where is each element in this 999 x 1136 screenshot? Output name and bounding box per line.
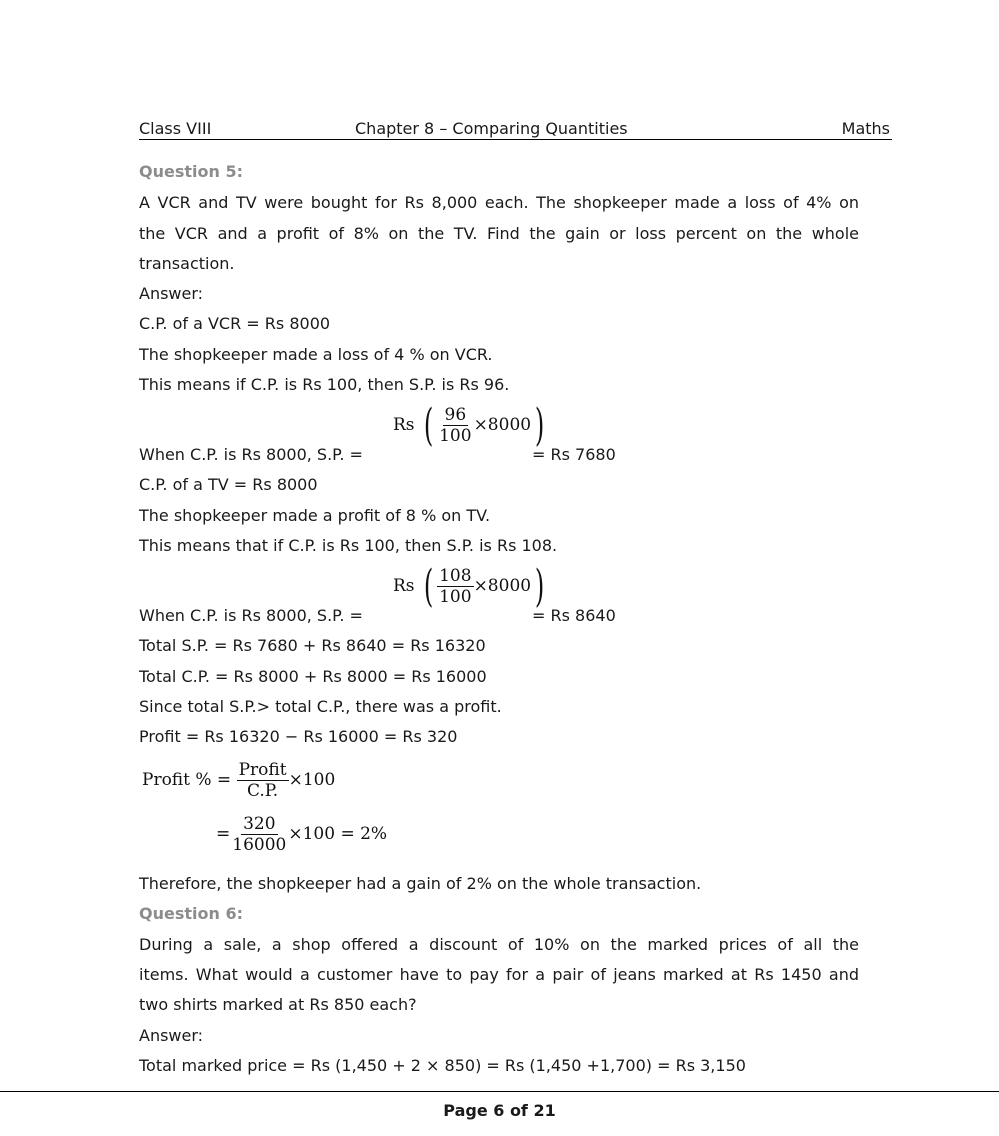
solution-line: C.P. of a VCR = Rs 8000 xyxy=(139,314,331,333)
question-5-label: Question 5: xyxy=(139,162,243,181)
answer-label: Answer: xyxy=(139,1026,204,1045)
question-6-label: Question 6: xyxy=(139,904,243,923)
question-5-text-line: the VCR and a profit of 8% on the TV. Find the gain or loss percent on the whole xyxy=(139,224,859,243)
solution-result: = Rs 7680 xyxy=(532,445,616,464)
profit-percent-calculation: = $\frac{320}{16000}$ ×100 = 2% xyxy=(216,814,388,855)
solution-line: The shopkeeper made a loss of 4 % on VCR. xyxy=(139,345,493,364)
page-header xyxy=(139,119,892,140)
fraction: $\frac{\text{Profit}}{C.P.}$ xyxy=(238,760,287,801)
solution-line: C.P. of a TV = Rs 8000 xyxy=(139,475,318,494)
solution-line: Since total S.P.> total C.P., there was a profit. xyxy=(139,697,502,716)
header-class: Class VIII xyxy=(139,119,212,138)
tv-sp-equation: Rs ( $\frac{108}{100}$ ×8000) xyxy=(393,560,545,612)
question-6-text-line: items. What would a customer have to pay for a pair of jeans marked at Rs 1450 and xyxy=(139,965,859,984)
solution-line: When C.P. is Rs 8000, S.P. = xyxy=(139,445,363,464)
solution-line: This means that if C.P. is Rs 100, then S.P. is Rs 108. xyxy=(139,536,558,555)
header-chapter: Chapter 8 – Comparing Quantities xyxy=(355,119,628,138)
question-6-text-line: two shirts marked at Rs 850 each? xyxy=(139,995,417,1014)
fraction: $\frac{108}{100}$ xyxy=(439,566,472,607)
footer-divider xyxy=(0,1091,999,1092)
conclusion-line: Therefore, the shopkeeper had a gain of 2% on the whole transaction. xyxy=(139,874,702,893)
page-number: Page 6 of 21 xyxy=(443,1101,556,1120)
question-5-text-line: transaction. xyxy=(139,254,235,273)
solution-line: Total C.P. = Rs 8000 + Rs 8000 = Rs 16000 xyxy=(139,667,487,686)
solution-line: When C.P. is Rs 8000, S.P. = xyxy=(139,606,363,625)
header-subject: Maths xyxy=(841,119,890,138)
solution-line: Total S.P. = Rs 7680 + Rs 8640 = Rs 16320 xyxy=(139,636,486,655)
fraction: $\frac{320}{16000}$ xyxy=(232,814,287,855)
solution-line: Total marked price = Rs (1,450 + 2 × 850) = Rs (1,450 +1,700) = Rs 3,150 xyxy=(139,1056,746,1075)
question-5-text-line: A VCR and TV were bought for Rs 8,000 each. The shopkeeper made a loss of 4% on xyxy=(139,193,859,212)
solution-line: This means if C.P. is Rs 100, then S.P. is Rs 96. xyxy=(139,375,510,394)
fraction: $\frac{96}{100}$ xyxy=(439,405,472,446)
solution-line: Profit = Rs 16320 − Rs 16000 = Rs 320 xyxy=(139,727,458,746)
vcr-sp-equation: Rs ( $\frac{96}{100}$ ×8000) xyxy=(393,399,545,451)
solution-line: The shopkeeper made a profit of 8 % on TV. xyxy=(139,506,491,525)
solution-result: = Rs 8640 xyxy=(532,606,616,625)
answer-label: Answer: xyxy=(139,284,204,303)
profit-percent-formula: Profit % = $\frac{\text{Profit}}{C.P.}$ ×100 xyxy=(142,760,336,801)
question-6-text-line: During a sale, a shop offered a discount of 10% on the marked prices of all the xyxy=(139,935,859,954)
